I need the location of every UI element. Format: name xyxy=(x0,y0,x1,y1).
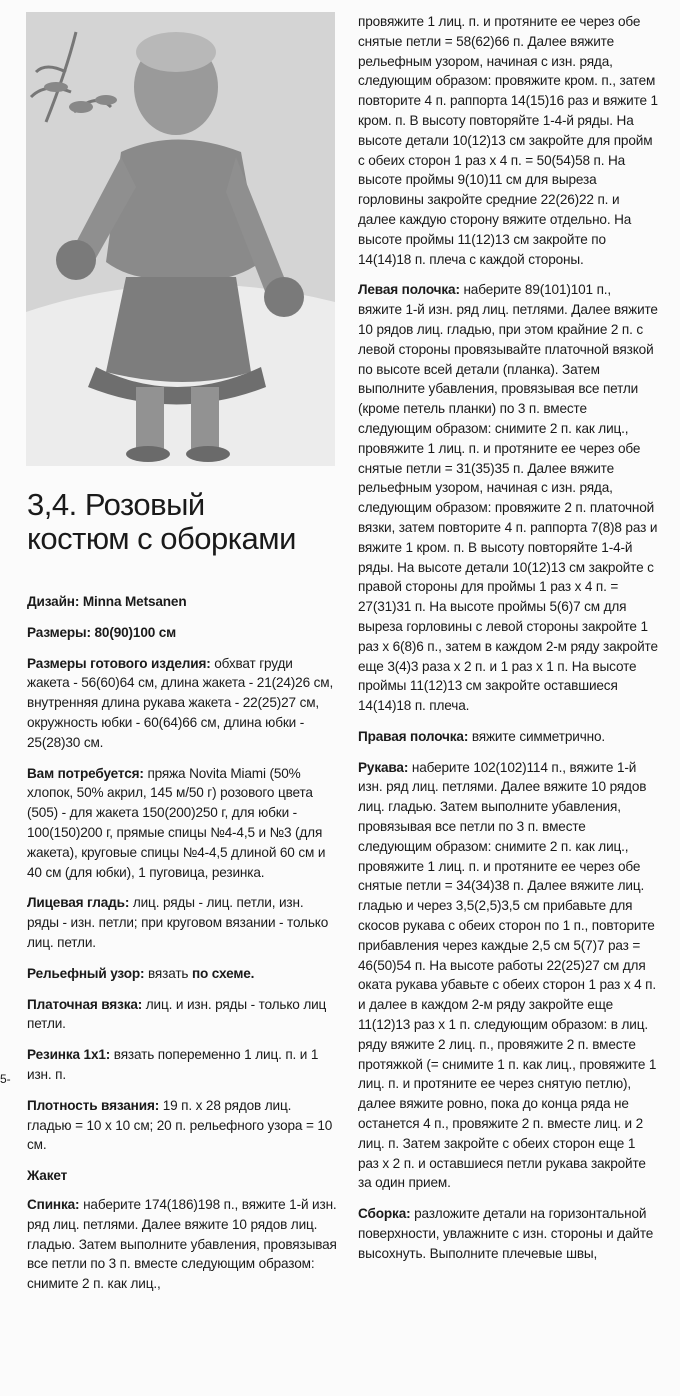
materials: Вам потребуется: пряжа Novita Miami (50% хлопок, 50% акрил, 145 м/50 г) розового цвета (505) - для жакета 150(200)250 г, для юбки - 100(150)200 г, прямые спицы №4-4,5 и №3 (для жакета), круговые спицы №4-4,5 длиной 60 см и 40 см (для юбки), 1 пуговица, резинка. xyxy=(27,765,326,880)
margin-mark: 5- xyxy=(0,1072,11,1086)
garter-stitch: Платочная вязка: лиц. и изн. ряды - только лиц петли. xyxy=(27,996,327,1032)
design-line: Дизайн: Minna Metsanen xyxy=(27,594,187,609)
finished-sizes: Размеры готового изделия: обхват груди жакета - 56(60)64 см, длина жакета - 21(24)26 см, внутренняя длина рукава жакета - 22(25)27 см, окружность юбки - 60(64)66 см, длина юбки - 25(28)30 см. xyxy=(27,655,334,750)
title-line-1: 3,4. Розовый xyxy=(27,487,205,522)
section-heading-jacket: Жакет xyxy=(27,1168,68,1184)
relief-pattern: Рельефный узор: вязать по схеме. xyxy=(27,965,255,981)
sizes-line: Размеры: 80(90)100 см xyxy=(27,624,177,640)
title-line-2: костюм с оборками xyxy=(27,521,296,556)
back-continued: провяжите 1 лиц. п. и протяните ее через обе снятые петли = 58(62)66 п. Далее вяжите рельефным узором, начиная с изн. ряда, следующим образом: провяжите кром. п., затем повторите 4 п. раппорта 14(15)16 раз и вяжите 1 кром. п. В высоту повторяйте 1-4-й ряды. На высоте детали 10(12)13 см закройте для пройм с обеих сторон 1 раз х 4 п. = 50(54)58 п. На высоте проймы 9(10)11 см для выреза горловины закройте средние 22(26)22 п. и далее каждую сторону вяжите отдельно. На высоте проймы 11(12)13 см закройте по 14(14)18 п. плеча с каждой стороны. xyxy=(358,14,658,267)
right-column xyxy=(358,12,658,1275)
stockinette: Лицевая гладь: лиц. ряды - лиц. петли, изн. ряды - изн. петли; при круговом вязании - только лиц. петли. xyxy=(27,895,329,950)
assembly: Сборка: разложите детали на горизонтальной поверхности, увлажните с изн. стороны и дайте высохнуть. Выполните плечевые швы, xyxy=(358,1206,654,1261)
baby-outfit-photo xyxy=(26,12,335,466)
rib-stitch: Резинка 1х1: вязать попеременно 1 лиц. п. и 1 изн. п. xyxy=(27,1047,319,1082)
left-column xyxy=(27,592,337,1305)
sleeves: Рукава: наберите 102(102)114 п., вяжите 1-й изн. ряд лиц. петлями. Далее вяжите 10 рядов лиц. гладью. Затем выполните убавления, провязывая все петли по 3 п. вместе следующим образом: снимите 2 п. как лиц., провяжите 1 лиц. п. и протяните ее через обе снятые петли = 34(34)38 п. Далее вяжите лиц. гладью и через 3,5(2,5)3,5 см прибавьте для скосов рукава с обеих сторон по 1 п., повторите прибавления через каждые 2,5 см 5(7)7 раз = 46(50)54 п. На высоте работы 22(25)27 см для оката рукава убавьте с обеих сторон 1 раз х 4 п. и далее в каждом 2-м ряду закройте еще 11(12)13 раз х 1 п. следующим образом: в лиц. ряду вяжите 2 лиц. п., провяжите 2 п. вместе протяжкой (= снимите 1 п. как лиц., провяжите 1 лиц. п. и протяните ее через снятую петлю), далее вяжите ровно, пока до конца ряда не останется 4 п., провяжите 2 п. вместе лиц. и 2 лиц. п. Затем закройте с обеих сторон еще 1 раз х 2 п. и оставшиеся петли рукава закройте за один прием. xyxy=(358,759,657,1191)
back-instructions: Спинка: наберите 174(186)198 п., вяжите 1-й изн. ряд лиц. петлями. Далее вяжите 10 рядов лиц. гладью. Затем выполните убавления, провязывая все петли по 3 п. вместе следующим образом: снимите 2 п. как лиц., xyxy=(27,1196,337,1292)
right-front: Правая полочка: вяжите симметрично. xyxy=(358,728,606,744)
left-front: Левая полочка: наберите 89(101)101 п., вяжите 1-й изн. ряд лиц. петлями. Далее вяжите 10 рядов лиц. гладью, при этом крайние 2 п. с левой стороны провязывайте платочной вязкой по высоте всей детали (планка). Затем выполните убавления, провязывая все петли (кроме петель планки) по 3 п. вместе следующим образом: снимите 2 п. как лиц., провяжите 1 лиц. п. и протяните ее через обе снятые петли = 31(35)35 п. Далее вяжите рельефным узором, начиная с изн. ряда, следующим образом: провяжите 2 п. платочной вязки, затем повторите 4 п. раппорта 7(8)8 раз и вяжите 1 кром. п. В высоту повторяйте 1-4-й ряды. На высоте детали 10(12)13 см закройте с правой стороны для проймы 1 раз х 4 п. = 27(31)31 п. На высоте проймы 5(6)7 см для выреза горловины с левой стороны закройте 1 раз х 6(8)6 п., затем в каждом 2-м ряду закройте еще 3(4)3 раза х 2 п. и 1 раз х 1 п. На высоте проймы 11(12)13 см закройте оставшиеся 14(14)18 п. плеча. xyxy=(358,282,658,714)
article-title xyxy=(27,488,347,556)
gauge: Плотность вязания: 19 п. х 28 рядов лиц. гладью = 10 х 10 см; 20 п. рельефного узора = 10 см. xyxy=(27,1097,333,1153)
